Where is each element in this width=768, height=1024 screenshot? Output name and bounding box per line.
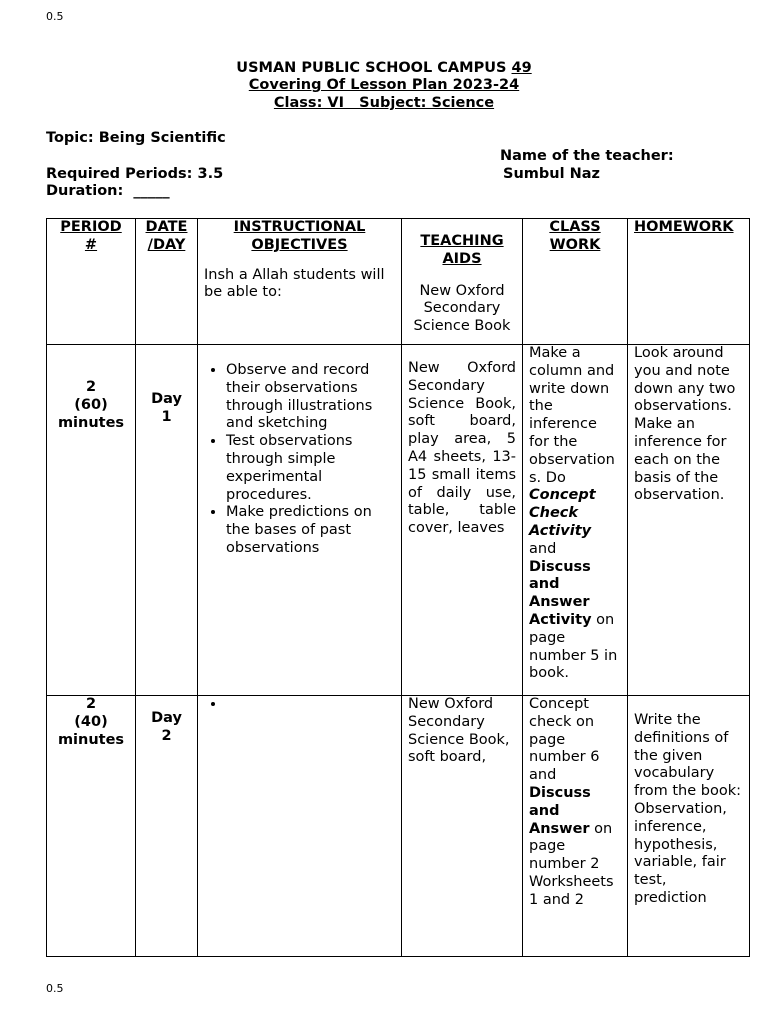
- table-header-row: [47, 219, 750, 345]
- teacher-label: Name of the teacher:: [500, 148, 674, 164]
- period-unit: minutes: [57, 414, 125, 431]
- header-homework: HOMEWORK: [628, 219, 750, 345]
- document-subtitle: Covering Of Lesson Plan 2023-24: [248, 77, 520, 93]
- day-number: 1: [161, 408, 172, 425]
- period-number: 2: [85, 379, 97, 395]
- day-number: 2: [161, 727, 172, 744]
- header-classwork: CLASS WORK: [523, 219, 628, 345]
- classwork-cell: Concept check on page number 6 and Discuss and Answer on page number 2 Worksheets 1 and 2: [523, 696, 628, 957]
- objectives-list: [204, 362, 395, 558]
- concept-check-activity: Concept Check Activity: [529, 487, 596, 539]
- campus-number: 49: [511, 60, 532, 76]
- required-periods: Required Periods: 3.5: [46, 166, 224, 182]
- period-minutes: (40): [74, 713, 108, 730]
- aids-title: TEACHING AIDS: [420, 233, 504, 267]
- page-mark-top: 0.5: [46, 10, 64, 23]
- list-item: • Make predictions on the bases of past observations: [226, 504, 395, 557]
- header-objectives: [198, 219, 402, 345]
- header-date: DATE /DAY: [136, 219, 198, 345]
- table-row: [47, 345, 750, 696]
- objectives-note: Insh a Allah students will be able to:: [204, 266, 385, 301]
- list-item: [226, 696, 395, 714]
- class-subject: Class: VI Subject: Science: [273, 95, 495, 111]
- period-cell: [47, 696, 136, 957]
- day-label: Day: [151, 391, 182, 407]
- duration: Duration: _____: [46, 183, 170, 199]
- aids-cell: New Oxford Secondary Science Book, soft board, play area, 5 A4 sheets, 13-15 small items of daily use, table, table cover, leaves: [402, 345, 523, 696]
- discuss-answer-activity: Discuss and Answer Activity: [529, 558, 592, 628]
- objectives-list: [204, 696, 395, 714]
- topic: Topic: Being Scientific: [46, 130, 226, 146]
- discuss-answer: Discuss and Answer: [529, 784, 591, 837]
- list-item: • Observe and record their observations through illustrations and sketching: [226, 362, 395, 433]
- day-cell: [136, 345, 198, 696]
- period-cell: [47, 345, 136, 696]
- school-name: USMAN PUBLIC SCHOOL CAMPUS 49: [236, 60, 532, 76]
- period-minutes: (60): [74, 396, 108, 413]
- header-aids: [402, 219, 523, 345]
- aids-note: New Oxford Secondary Science Book: [413, 282, 511, 335]
- objectives-cell: [198, 345, 402, 696]
- day-cell: [136, 696, 198, 957]
- homework-cell: Look around you and note down any two observations. Make an inference for each on the basis of the observation.: [628, 345, 750, 696]
- table-row: [47, 696, 750, 957]
- classwork-cell: Make a column and write down the inference for the observation s. Do Concept Check Activity and Discuss and Answer Activity on page number 5 in book.: [523, 345, 628, 696]
- teacher-name: Sumbul Naz: [503, 166, 600, 182]
- aids-cell: New Oxford Secondary Science Book, soft board,: [402, 696, 523, 957]
- period-number: 2: [85, 696, 97, 712]
- lesson-plan-table: [46, 218, 750, 957]
- header-period: PERIOD #: [47, 219, 136, 345]
- homework-cell: Write the definitions of the given vocabulary from the book: Observation, inference, hypothesis, variable, fair test, prediction: [628, 696, 750, 957]
- objectives-cell: [198, 696, 402, 957]
- period-unit: minutes: [57, 731, 125, 748]
- list-item: • Test observations through simple experimental procedures.: [226, 433, 395, 504]
- objectives-title: INSTRUCTIONAL OBJECTIVES: [233, 219, 366, 253]
- day-label: Day: [151, 710, 182, 726]
- page-mark-bottom: 0.5: [46, 982, 64, 995]
